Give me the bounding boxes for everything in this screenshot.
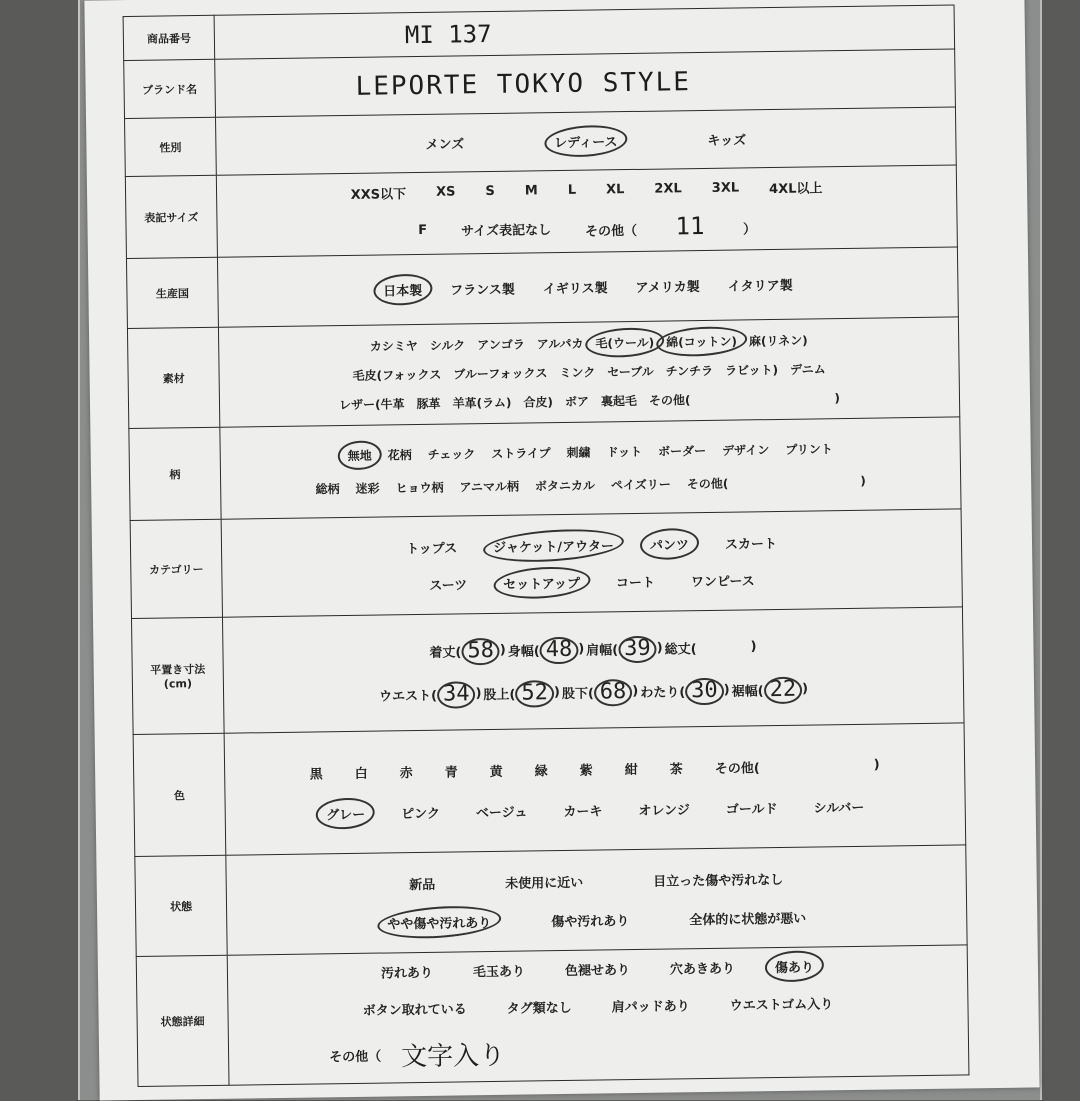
material-option[interactable]: レザー(牛革 — [338, 397, 405, 413]
color-option[interactable]: シルバー — [813, 800, 865, 817]
item-no-value: MI 137 — [404, 19, 492, 49]
material-option[interactable]: 豚革 — [416, 396, 441, 412]
color-option[interactable]: ゴールド — [725, 801, 778, 818]
material-option[interactable]: ミンク — [559, 365, 596, 381]
pattern-label: 柄 — [129, 427, 221, 520]
material-other-close: ) — [834, 390, 841, 405]
condition-detail-option[interactable]: 穴あきあり — [669, 961, 736, 978]
material-option[interactable]: 麻(リネン) — [748, 333, 808, 349]
material-option[interactable]: アンゴラ — [477, 337, 525, 353]
measure-name: 股下( — [561, 686, 594, 702]
row-material — [127, 317, 959, 429]
category-option[interactable]: ワンピース — [690, 573, 755, 590]
pattern-option[interactable]: ペイズリー — [610, 476, 671, 492]
pattern-option[interactable]: ボタニカル — [534, 478, 596, 493]
material-option[interactable]: カシミヤ — [369, 338, 418, 354]
color-option[interactable]: ベージュ — [475, 805, 528, 821]
pattern-option[interactable]: ボーダー — [658, 443, 707, 459]
size-option[interactable]: 2XL — [654, 181, 682, 197]
color-option[interactable]: 黄 — [489, 764, 503, 780]
material-option[interactable]: ラビット) — [725, 362, 779, 378]
condition-detail-option[interactable]: タグ類なし — [506, 1000, 572, 1017]
measure-name: 総丈( — [664, 641, 697, 658]
material-option[interactable]: チンチラ — [665, 363, 714, 379]
measure-label: 平置き寸法 — [150, 662, 206, 677]
condition-detail-option[interactable]: 色褪せあり — [564, 963, 631, 979]
measure-close: ) — [750, 638, 757, 654]
measure-close: ) — [632, 683, 639, 699]
country-option-selected[interactable]: 日本製 — [383, 280, 422, 300]
category-option[interactable]: スーツ — [429, 577, 468, 594]
measure-close: ) — [475, 685, 482, 701]
pattern-option[interactable]: 総柄 — [315, 481, 340, 496]
gender-option[interactable]: メンズ — [425, 137, 465, 153]
pattern-option[interactable]: ドット — [606, 444, 643, 459]
color-other-close: ) — [873, 757, 880, 773]
measure-close: ) — [578, 641, 585, 657]
size-option[interactable]: L — [567, 182, 577, 198]
color-option[interactable]: ピンク — [401, 806, 441, 822]
row-category — [130, 509, 962, 619]
size-option[interactable]: S — [485, 183, 495, 200]
size-option[interactable]: 3XL — [711, 180, 740, 196]
condition-option[interactable]: 全体的に状態が悪い — [689, 911, 807, 928]
size-option[interactable]: XXS以下 — [350, 187, 407, 203]
size-option[interactable]: XS — [435, 184, 456, 200]
size-other-value: 11 — [675, 211, 705, 241]
pattern-option[interactable]: ストライプ — [491, 445, 551, 461]
condition-detail-option[interactable]: ウエストゴム入り — [729, 997, 834, 1014]
brand-label: ブランド名 — [124, 59, 216, 118]
gender-label: 性別 — [125, 117, 217, 176]
category-option[interactable]: スカート — [724, 536, 778, 553]
color-option[interactable]: 紺 — [624, 762, 638, 778]
condition-detail-option-selected[interactable]: 傷あり — [775, 957, 814, 977]
brand-value: LEPORTE TOKYO STYLE — [355, 66, 692, 102]
material-option[interactable]: ボア — [564, 394, 590, 409]
measure-value: 68 — [596, 679, 631, 704]
gender-option-selected[interactable]: レディース — [554, 131, 618, 151]
color-option[interactable]: 紫 — [579, 763, 593, 779]
measure-close: ) — [723, 682, 730, 698]
pattern-option[interactable]: その他( — [686, 476, 729, 491]
color-option[interactable]: 緑 — [534, 763, 548, 779]
color-option[interactable]: オレンジ — [638, 802, 690, 819]
size-option[interactable]: F — [418, 222, 428, 238]
condition-detail-other-value: 文字入り — [400, 1040, 506, 1073]
measure-value: 22 — [765, 676, 800, 701]
material-option[interactable]: デニム — [790, 362, 826, 377]
material-option[interactable]: 裏起毛 — [600, 393, 638, 409]
size-other-label: その他（ — [584, 223, 638, 240]
condition-detail-other-label: その他（ — [329, 1049, 382, 1066]
row-condition — [135, 845, 967, 957]
color-option[interactable]: 赤 — [399, 765, 413, 781]
condition-detail-option[interactable]: ボタン取れている — [362, 1002, 467, 1019]
condition-option[interactable]: 新品 — [409, 877, 436, 893]
size-option[interactable]: サイズ表記なし — [460, 222, 552, 239]
category-option[interactable]: コート — [615, 575, 656, 591]
row-condition-detail — [136, 945, 969, 1087]
row-pattern — [129, 417, 961, 521]
product-form — [123, 4, 970, 1087]
material-option[interactable]: シルク — [429, 338, 466, 353]
country-option[interactable]: アメリカ製 — [635, 280, 700, 296]
measure-close: ) — [656, 640, 663, 656]
color-option[interactable]: 黒 — [309, 766, 323, 783]
condition-detail-option[interactable]: 肩パッドあり — [611, 999, 690, 1016]
measure-unit: (cm) — [163, 677, 193, 691]
row-color — [133, 723, 966, 857]
size-label: 表記サイズ — [125, 175, 217, 258]
size-option[interactable]: XL — [605, 182, 625, 198]
gender-option[interactable]: キッズ — [707, 133, 747, 149]
color-option[interactable]: 白 — [354, 766, 368, 782]
pattern-option-selected[interactable]: 無地 — [347, 448, 372, 463]
material-option[interactable]: 毛皮(フォックス — [352, 367, 442, 383]
condition-option[interactable]: 目立った傷や汚れなし — [653, 872, 784, 890]
color-option[interactable]: 青 — [444, 764, 458, 781]
pattern-option[interactable]: 迷彩 — [355, 481, 380, 496]
material-option[interactable]: 合皮) — [523, 395, 554, 410]
measure-close: ) — [553, 684, 560, 700]
measure-close: ) — [802, 681, 809, 697]
pattern-option[interactable]: プリント — [785, 441, 833, 457]
pattern-option[interactable]: 刺繍 — [566, 445, 591, 460]
material-option[interactable]: 羊革(ラム) — [452, 395, 512, 411]
condition-detail-option[interactable]: 毛玉あり — [472, 964, 526, 981]
material-option-selected[interactable]: 毛(ウール) — [595, 335, 655, 351]
measure-name: わたり( — [640, 684, 686, 701]
pattern-other-close: ) — [860, 473, 866, 488]
category-label: カテゴリー — [130, 519, 222, 618]
measure-name: 裾幅( — [731, 683, 764, 700]
measure-value: 48 — [542, 636, 577, 661]
row-country — [126, 247, 958, 329]
material-option[interactable]: その他( — [648, 393, 691, 408]
material-label: 素材 — [127, 327, 219, 428]
measure-name: 身幅( — [507, 643, 540, 660]
condition-option[interactable]: 傷や汚れあり — [551, 913, 630, 930]
condition-option-selected[interactable]: やや傷や汚れあり — [387, 912, 491, 932]
measure-value: 34 — [439, 681, 474, 706]
condition-detail-label: 状態詳細 — [136, 955, 229, 1086]
pattern-option[interactable]: アニマル柄 — [459, 479, 520, 494]
measure-name: 肩幅( — [586, 642, 619, 659]
size-option[interactable]: 4XL以上 — [769, 181, 823, 198]
measure-value: 58 — [463, 637, 498, 662]
material-option[interactable]: ブルーフォックス — [453, 366, 548, 382]
color-option[interactable]: カーキ — [563, 803, 603, 820]
material-option-selected[interactable]: 綿(コットン) — [666, 334, 738, 350]
row-size — [125, 165, 957, 259]
color-option[interactable]: その他( — [714, 760, 760, 777]
color-label: 色 — [133, 733, 226, 856]
category-option-selected[interactable]: ジャケット/アウター — [493, 535, 614, 556]
country-option[interactable]: イタリア製 — [727, 278, 793, 295]
measure-close: ) — [499, 642, 506, 658]
condition-detail-option[interactable]: 汚れあり — [380, 965, 434, 982]
row-measure — [131, 607, 964, 735]
country-option[interactable]: イギリス製 — [542, 281, 608, 298]
measure-value: 39 — [620, 635, 655, 660]
condition-option[interactable]: 未使用に近い — [505, 875, 584, 892]
color-option-selected[interactable]: グレー — [326, 803, 365, 823]
pattern-option[interactable]: ヒョウ柄 — [395, 480, 444, 495]
country-label: 生産国 — [126, 257, 218, 328]
pattern-option[interactable]: 花柄 — [387, 447, 412, 462]
country-option[interactable]: フランス製 — [450, 282, 515, 299]
size-option[interactable]: M — [524, 183, 538, 199]
condition-label: 状態 — [135, 855, 227, 956]
material-option[interactable]: セーブル — [607, 364, 654, 380]
material-option[interactable]: アルパカ — [536, 336, 584, 352]
product-sheet — [84, 0, 1039, 1101]
color-option[interactable]: 茶 — [669, 761, 683, 778]
measure-name: 着丈( — [429, 644, 462, 661]
pattern-option[interactable]: デザイン — [722, 442, 770, 458]
measure-name: ウエスト( — [378, 688, 438, 705]
category-option-selected[interactable]: セットアップ — [503, 572, 580, 592]
category-option[interactable]: トップス — [406, 540, 458, 557]
item-no-label: 商品番号 — [123, 15, 215, 60]
category-option-selected[interactable]: パンツ — [650, 534, 689, 554]
measure-value-blank — [699, 646, 749, 647]
measure-name: 股上( — [483, 687, 516, 703]
size-other-close: ） — [742, 222, 757, 238]
pattern-option[interactable]: チェック — [427, 446, 476, 462]
measure-value: 30 — [687, 677, 722, 702]
measure-value: 52 — [517, 680, 552, 705]
